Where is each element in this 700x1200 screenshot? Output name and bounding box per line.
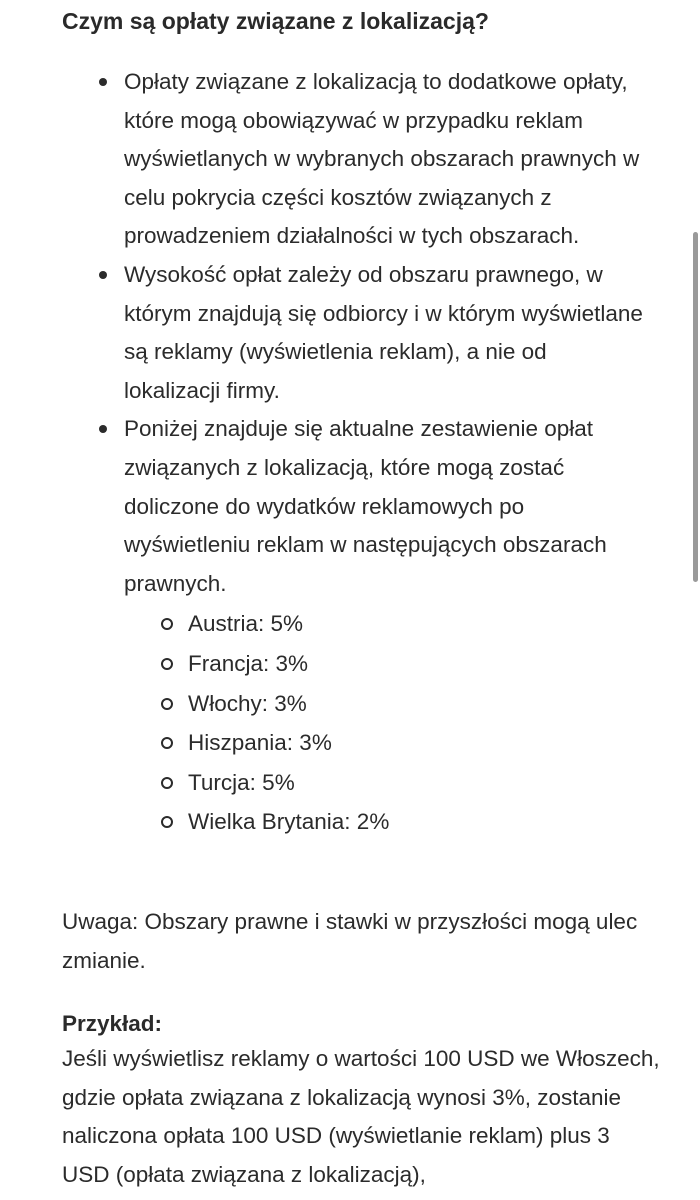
fee-text: Austria: 5% — [188, 611, 304, 637]
circle-bullet-icon — [161, 777, 173, 789]
fee-text: Wielka Brytania: 2% — [188, 809, 390, 835]
fee-item — [0, 802, 700, 842]
circle-bullet-icon — [161, 737, 173, 749]
section-heading: Czym są opłaty związane z lokalizacją? — [62, 8, 489, 34]
bullet-dot-icon — [99, 271, 107, 279]
circle-bullet-icon — [161, 698, 173, 710]
scrollbar-thumb[interactable] — [693, 232, 698, 582]
fee-text: Turcja: 5% — [188, 769, 295, 795]
bullet-item-2 — [0, 256, 644, 410]
fee-text: Hiszpania: 3% — [188, 730, 332, 756]
fee-text: Francja: 3% — [188, 650, 309, 676]
circle-bullet-icon — [161, 618, 173, 630]
example-paragraph: Jeśli wyświetlisz reklamy o wartości 100 USD we Włoszech, gdzie opłata związana z lokalizacją wynosi 3%, zostanie naliczona opłata 100 USD (wyświetlanie reklam) plus 3 USD (opłata związana z lokalizacją), — [62, 1046, 660, 1187]
fee-item — [0, 684, 700, 724]
circle-bullet-icon — [161, 816, 173, 828]
bullet-dot-icon — [99, 425, 107, 433]
bullet-text: Opłaty związane z lokalizacją to dodatkowe opłaty, które mogą obowiązywać w przypadku reklam wyświetlanych w wybranych obszarach prawnych w celu pokrycia części kosztów związanych z prowadzeniem działalności w tych obszarach. — [124, 69, 640, 249]
bullet-item-3 — [0, 410, 644, 842]
note-paragraph: Uwaga: Obszary prawne i stawki w przyszłości mogą ulec zmianie. — [62, 909, 638, 973]
fee-item — [0, 763, 700, 803]
bullet-text: Poniżej znajduje się aktualne zestawienie opłat związanych z lokalizacją, które mogą zostać doliczone do wydatków reklamowych po wyświetleniu reklam w następujących obszarach prawnych. — [124, 416, 607, 596]
bullet-dot-icon — [99, 78, 107, 86]
bullet-text: Wysokość opłat zależy od obszaru prawnego, w którym znajdują się odbiorcy i w którym wyświetlane są reklamy (wyświetlenia reklam), a nie od lokalizacji firmy. — [124, 261, 643, 403]
example-title: Przykład: — [62, 1011, 163, 1036]
fee-text: Włochy: 3% — [188, 690, 307, 716]
bullet-item-1 — [0, 63, 644, 256]
fee-item — [0, 604, 700, 644]
bullet-list — [0, 63, 700, 842]
fee-list — [0, 604, 700, 842]
scrollbar[interactable] — [692, 0, 700, 1200]
fee-item — [0, 644, 700, 684]
circle-bullet-icon — [161, 658, 173, 670]
fee-item — [0, 723, 700, 763]
